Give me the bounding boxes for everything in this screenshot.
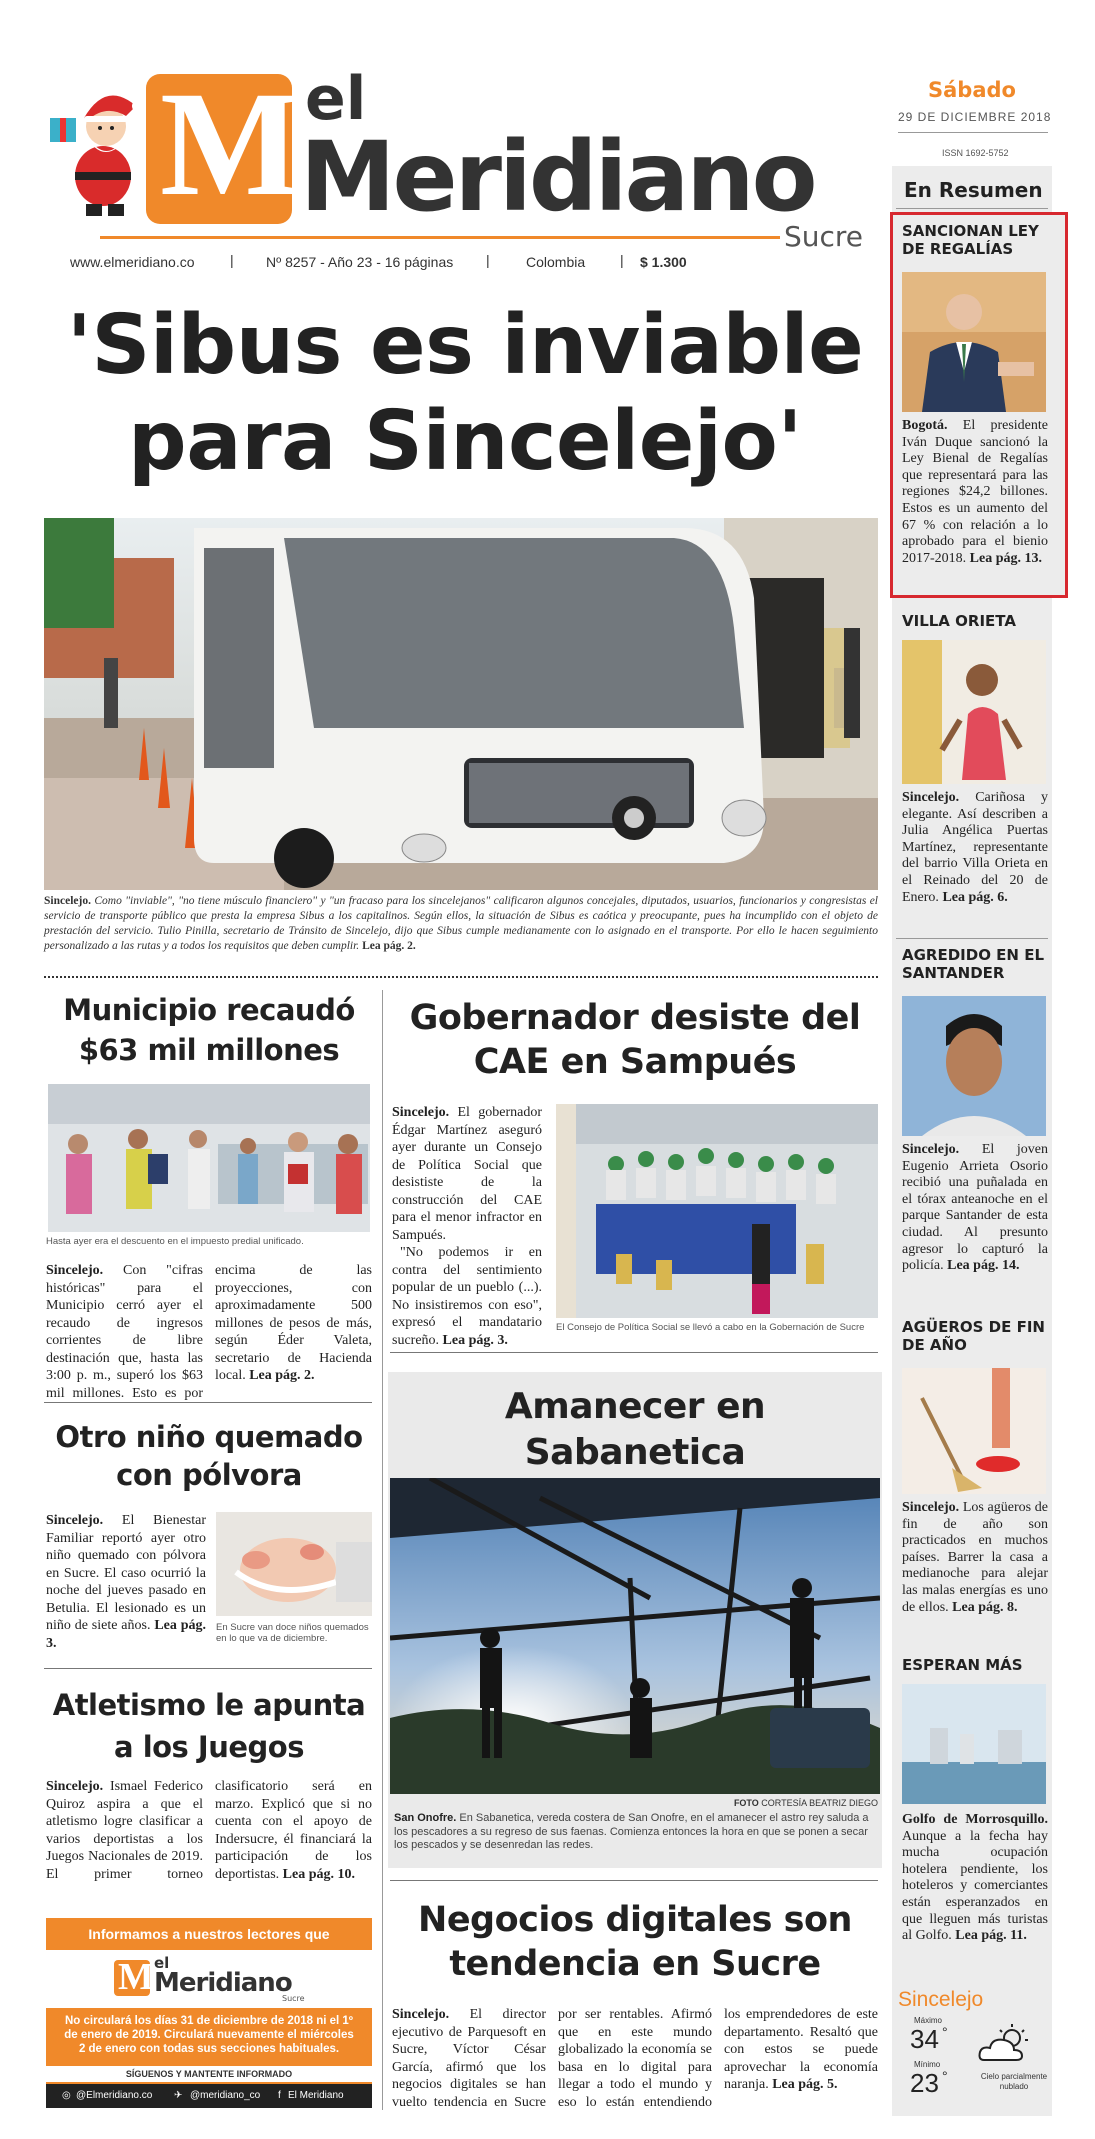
sidebar-photo-reina xyxy=(902,640,1046,784)
weather-min-degree: ° xyxy=(942,2068,948,2084)
sidebar-item-text: El presidente Iván Duque sancionó la Ley Bienal de Regalías que representará para las regiones $24,2 billones. Estos es un aumento del 67 % con relación a lo aprobado para el bienio 2017-2018. xyxy=(902,418,1048,566)
nino-ref: Lea pág. 3. xyxy=(46,1618,207,1651)
nino-photo xyxy=(216,1512,372,1616)
photo-credit-name: CORTESÍA BEATRIZ DIEGO xyxy=(761,1798,878,1808)
amanecer-photo xyxy=(390,1478,880,1794)
divider xyxy=(390,1352,878,1353)
atletismo-headline: Atletismo le apunta a los Juegos xyxy=(52,1688,366,1764)
weather-city: Sincelejo xyxy=(898,1988,984,2011)
sidebar-item-title: VILLA ORIETA xyxy=(902,612,1016,630)
lead-headline-line2: para Sincelejo' xyxy=(128,394,802,489)
municipio-ref: Lea pág. 2. xyxy=(249,1368,315,1383)
sidebar-photo-agueros xyxy=(902,1368,1046,1494)
divider xyxy=(44,1668,372,1669)
sidebar-item-body xyxy=(902,1812,1048,1945)
nino-city: Sincelejo. xyxy=(46,1513,104,1528)
atletismo-ref: Lea pág. 10. xyxy=(282,1866,355,1882)
social-instagram[interactable]: @Elmeridiano.co xyxy=(76,2090,153,2101)
website-link[interactable]: www.elmeridiano.co xyxy=(70,254,195,270)
price-label: $ 1.300 xyxy=(640,254,687,270)
sidebar-photo-golfo xyxy=(902,1684,1046,1804)
negocios-body xyxy=(392,2006,878,2111)
notice-logo-m-letter: M xyxy=(118,1956,154,1998)
sidebar-item-ref: Lea pág. 8. xyxy=(952,1599,1018,1615)
nino-photo-caption: En Sucre van doce niños quemados en lo que va de diciembre. xyxy=(216,1622,369,1644)
sidebar-item-ref: Lea pág. 13. xyxy=(969,550,1043,566)
weather-box xyxy=(896,1980,1052,2116)
sidebar-photo-duque xyxy=(902,272,1046,412)
column-divider xyxy=(382,990,383,2110)
sidebar-photo-agredido xyxy=(902,996,1046,1136)
negocios-text: El director ejecutivo de Parquesoft en Sucre, Víctor César García, afirmó que los negocios digitales se han vuelto tendencia en Sucre por ser rentables. Afirmó que en este mundo globalizado la economía se basa en lo digital para llegar a todo el mundo y eso lo están entendiendo los emprendedores de este departamento. Resaltó que con estos se puede aprovechar la economía naranja. xyxy=(392,2007,878,2110)
logo-word-meridiano: Meridiano xyxy=(300,121,815,233)
sidebar-item-body xyxy=(902,790,1048,906)
negocios-city: Sincelejo. xyxy=(392,2007,450,2022)
negocios-ref: Lea pág. 5. xyxy=(772,2077,838,2092)
gobernador-text2-wrap xyxy=(392,1244,542,1349)
logo-m-letter: M xyxy=(160,61,302,227)
notice-logo-m xyxy=(114,1956,154,1998)
sidebar-item-text: El joven Eugenio Arrieta Osorio recibió una puñalada en el tórax anteanoche en el parque Santander de esta ciudad. Al presunto agresor lo capturó la policía. xyxy=(902,1142,1049,1274)
sidebar-item-city: Sincelejo. xyxy=(902,1500,960,1515)
instagram-icon: ◎ xyxy=(62,2090,71,2101)
lead-caption-text: Como "inviable", "no tiene músculo financiero" y "un fracaso para los sincelejanos" calificaron algunos concejales, diputados, usuarios, funcionarios y congresistas el servicio de transporte público que presta la empresa Sibus a los capitalinos. Según ellos, la situación de Sibus es caótica y preocupante, pues ha incumplido con el objeto de prestación del servicio. Tulio Pinilla, secretario de Tránsito de Sincelejo, dijo que Sibus cumple medianamente con lo asignado en el transporte. Por ello le hacen seguimiento personalizado a las rutas y a todos los requisitos que deben cumplir. xyxy=(44,895,878,952)
gobernador-text: El gobernador Édgar Martínez aseguró ayer durante un Consejo de Política Social que desististe de la construcción del CAE para el menor infractor en Sampués. xyxy=(392,1105,542,1243)
separator: | xyxy=(620,252,624,268)
notice-logo-main: Meridiano xyxy=(154,1968,292,1998)
gobernador-photo xyxy=(556,1104,878,1318)
logo-word-sucre: Sucre xyxy=(784,220,864,253)
sidebar-item-body xyxy=(902,1142,1048,1275)
sidebar-item-text: Cariñosa y elegante. Así describen a Julia Angélica Puertas Martínez, representante del barrio Villa Orieta en el Reinado del 20 de Enero. xyxy=(902,790,1049,905)
logo-underline xyxy=(100,236,780,239)
gobernador-headline: Gobernador desiste del CAE en Sampués xyxy=(409,998,861,1082)
municipio-city: Sincelejo. xyxy=(46,1263,104,1278)
sidebar-item-city: Bogotá. xyxy=(902,418,948,433)
date-full: 29 DE DICIEMBRE 2018 xyxy=(898,110,1052,124)
atletismo-text: Ismael Federico Quiroz aspira a que el atletismo logre clasificar a varios deportistas a los Juegos Nacionales de 2019. El primer torneo clasificatorio será en marzo. Explicó que si no cuenta con el apoyo de Indersucre, él financiará la participación de los deportistas. xyxy=(46,1779,372,1882)
amanecer-text: En Sabanetica, vereda costera de San Onofre, en el amanecer el astro rey saluda a los pescadores a su regreso de sus faenas. Comienza entonces la hora en que se ponen a secar los pescados y se desenredan las redes. xyxy=(394,1812,869,1851)
sidebar-item-text: Aunque a la fecha hay mucha ocupación hotelera pendiente, los hoteleros y comerciantes están esperanzados en que lleguen más turistas al Golfo. xyxy=(902,1828,1048,1944)
social-twitter[interactable]: @meridiano_co xyxy=(190,2090,261,2101)
weather-max-label: Máximo xyxy=(914,2016,943,2025)
sidebar-divider xyxy=(896,938,1048,939)
weather-max-degree: ° xyxy=(942,2024,948,2040)
municipio-photo xyxy=(48,1084,370,1232)
sidebar-item-title: AGÜEROS DE FIN DE AÑO xyxy=(902,1318,1045,1354)
sidebar-item-city: Sincelejo. xyxy=(902,1142,960,1157)
partly-cloudy-icon xyxy=(976,2024,1036,2064)
sidebar-item-ref: Lea pág. 6. xyxy=(942,889,1008,905)
lead-photo-bus xyxy=(44,518,878,890)
amanecer-headline: Amanecer en Sabanetica xyxy=(504,1386,766,1473)
divider xyxy=(44,1402,372,1403)
santa-mascot xyxy=(48,76,158,226)
weather-condition: Cielo parcialmente nublado xyxy=(980,2072,1048,2091)
sidebar-item-ref: Lea pág. 11. xyxy=(955,1928,1027,1944)
weather-min-value: 23 xyxy=(910,2068,939,2098)
atletismo-body xyxy=(46,1778,372,1883)
sidebar-item-title: AGREDIDO EN EL SANTANDER xyxy=(902,946,1045,982)
amanecer-caption xyxy=(394,1812,876,1853)
masthead-info-bar xyxy=(70,252,870,274)
notice-logo-band xyxy=(46,1950,372,2008)
logo-word-el: el xyxy=(305,64,367,134)
date-day: Sábado xyxy=(928,78,1016,102)
gobernador-city: Sincelejo. xyxy=(392,1105,450,1120)
weather-max-value: 34 xyxy=(910,2024,939,2054)
gobernador-body xyxy=(392,1104,542,1349)
sidebar-item-body xyxy=(902,418,1048,567)
amanecer-photo-credit xyxy=(390,1798,878,1808)
sidebar-item-city: Golfo de Morrosquillo. xyxy=(902,1812,1048,1827)
sidebar-item-city: Sincelejo. xyxy=(902,790,960,805)
gobernador-text2: "No podemos ir en contra del sentimiento popular de un pueblo (...). No insistiremos con eso", expresó el mandatario sucreño. xyxy=(392,1245,542,1348)
negocios-headline: Negocios digitales son tendencia en Sucre xyxy=(418,1900,852,1984)
photo-credit-label: FOTO xyxy=(733,1798,759,1808)
sidebar-item-title: SANCIONAN LEY DE REGALÍAS xyxy=(902,222,1039,258)
notice-box xyxy=(46,1918,372,2108)
notice-text: No circulará los días 31 de diciembre de 2018 ni el 1º de enero de 2019. Circulará nuevamente el miércoles 2 de enero con todas sus secciones habituales. xyxy=(64,2015,354,2055)
sidebar-item-body xyxy=(902,1500,1048,1616)
gobernador-ref: Lea pág. 3. xyxy=(442,1332,508,1348)
lead-caption-city: Sincelejo. xyxy=(44,895,91,907)
municipio-photo-caption: Hasta ayer era el descuento en el impuesto predial unificado. xyxy=(46,1236,304,1247)
country-label: Colombia xyxy=(526,254,586,270)
amanecer-city: San Onofre. xyxy=(394,1812,457,1824)
divider xyxy=(390,1880,878,1881)
lead-divider xyxy=(44,976,878,978)
sidebar-title-rule xyxy=(896,208,1048,209)
sidebar-title: En Resumen xyxy=(904,178,1043,202)
municipio-headline: Municipio recaudó $63 mil millones xyxy=(63,993,355,1067)
municipio-body xyxy=(46,1262,372,1402)
atletismo-city: Sincelejo. xyxy=(46,1779,104,1794)
lead-headline xyxy=(40,298,890,490)
separator: | xyxy=(486,252,490,268)
lead-headline-line1: 'Sibus es inviable xyxy=(66,298,864,393)
notice-logo-el: el xyxy=(154,1954,170,1972)
notice-logo-sub: Sucre xyxy=(282,1994,305,2003)
logo-m-block xyxy=(146,61,302,227)
separator: | xyxy=(230,252,234,268)
nino-headline: Otro niño quemado con pólvora xyxy=(55,1420,363,1492)
notice-social-bar xyxy=(46,2084,372,2108)
issue-info: Nº 8257 - Año 23 - 16 páginas xyxy=(266,254,454,270)
issn-label: ISSN 1692-5752 xyxy=(942,148,1009,158)
notice-follow: SÍGUENOS Y MANTENTE INFORMADO xyxy=(46,2066,372,2082)
facebook-icon: f xyxy=(278,2090,281,2101)
notice-header: Informamos a nuestros lectores que xyxy=(88,1926,330,1942)
nino-body xyxy=(46,1512,206,1652)
lead-caption-ref: Lea pág. 2. xyxy=(362,940,416,952)
gobernador-photo-caption: El Consejo de Política Social se llevó a cabo en la Gobernación de Sucre xyxy=(556,1322,865,1333)
sidebar-item-title: ESPERAN MÁS xyxy=(902,1656,1023,1674)
twitter-icon: ✈ xyxy=(174,2090,183,2101)
weather-min-label: Mínimo xyxy=(914,2060,941,2069)
social-facebook[interactable]: El Meridiano xyxy=(288,2090,344,2101)
sidebar-item-ref: Lea pág. 14. xyxy=(947,1258,1020,1274)
nino-text: El Bienestar Familiar reportó ayer otro niño quemado con pólvora en Sucre. El caso ocurrió la noche del jueves pasado en Betulia. El lesionado es un niño de siete años. xyxy=(46,1513,206,1633)
lead-caption xyxy=(44,894,878,954)
date-rule xyxy=(898,132,1048,133)
municipio-text: Con "cifras históricas" para el Municipio cerró ayer el recaudo de ingresos corrientes de libre destinación que, hasta las 3:00 p. m., superó los $63 mil millones. Esto es por encima de las proyecciones, con aproximadamente 500 millones de pesos de más, según Éder Valeta, secretario de Hacienda local. xyxy=(46,1263,372,1401)
sidebar-item-text: Los agüeros de fin de año son practicados en muchos países. Barrer la casa a medianoche para alejar las malas energías es uno de ellos. xyxy=(902,1500,1048,1615)
